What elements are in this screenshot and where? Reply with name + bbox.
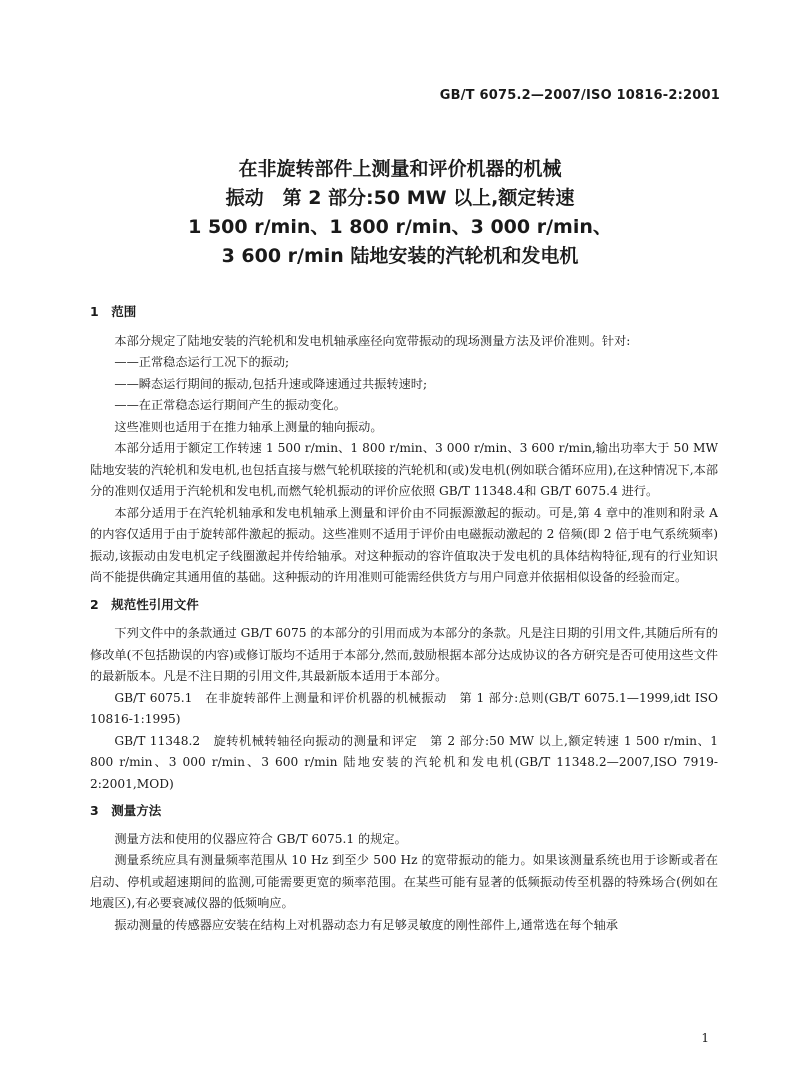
title-line: 振动 第 2 部分:50 MW 以上,额定转速 <box>225 187 575 209</box>
title-line: 1 500 r/min、1 800 r/min、3 000 r/min、 <box>188 216 612 238</box>
page-number: 1 <box>701 1031 709 1045</box>
document-title <box>120 155 680 271</box>
section-heading-measurement-methods: 3 测量方法 <box>90 803 162 818</box>
section-heading-normative-references: 2 规范性引用文件 <box>90 596 199 612</box>
title-line: 在非旋转部件上测量和评价机器的机械 <box>238 158 562 180</box>
paragraph: 本部分适用于额定工作转速 1 500 r/min、1 800 r/min、3 000 r/min、3 600 r/min,输出功率大于 50 MW陆地安装的汽轮机和发电机,也包括直接与燃气轮机联接的汽轮机和(或)发电机(例如联合循环应用),在这种情况下,本部分的准则仅适用于汽轮机和发电机,而燃气轮机振动的评价应依照 GB/T 11348.4和 GB/T 6075.4 进行。 <box>90 441 718 498</box>
list-item: ——瞬态运行期间的振动,包括升速或降速通过共振转速时; <box>114 376 428 391</box>
paragraph: 本部分规定了陆地安装的汽轮机和发电机轴承座径向宽带振动的现场测量方法及评价准则。针对: <box>114 333 631 348</box>
list-item: ——在正常稳态运行期间产生的振动变化。 <box>114 398 346 412</box>
paragraph: 本部分适用于在汽轮机轴承和发电机轴承上测量和评价由不同振源激起的振动。可是,第 4 章中的准则和附录 A 的内容仅适用于由于旋转部件激起的振动。这些准则不适用于评价由电磁振动激起的 2 倍频(即 2 倍于电气系统频率)振动,该振动由发电机定子线圈激起并传给轴承。对这种振动的容许值取决于发电机的具体结构特征,现有的行业知识尚不能提供确定其通用值的基础。这种振动的许用准则可能需经供货方与用户同意并依据相似设备的经验而定。 <box>90 505 718 584</box>
paragraph: 这些准则也适用于在推力轴承上测量的轴向振动。 <box>114 419 383 434</box>
document-body <box>90 301 718 936</box>
paragraph: 振动测量的传感器应安装在结构上对机器动态力有足够灵敏度的刚性部件上,通常选在每个轴承 <box>114 917 618 932</box>
standard-code: GB/T 6075.2—2007/ISO 10816-2:2001 <box>439 88 720 103</box>
paragraph: 测量方法和使用的仪器应符合 GB/T 6075.1 的规定。 <box>114 831 407 846</box>
reference-entry: GB/T 11348.2 旋转机械转轴径向振动的测量和评定 第 2 部分:50 MW 以上,额定转速 1 500 r/min、1 800 r/min、3 000 r/min、3 600 r/min 陆地安装的汽轮机和发电机(GB/T 11348.2—2007,ISO 7919-2:2001,MOD) <box>90 733 718 791</box>
paragraph: 测量系统应具有测量频率范围从 10 Hz 到至少 500 Hz 的宽带振动的能力。如果该测量系统也用于诊断或者在启动、停机或超速期间的监测,可能需要更宽的频率范围。在某些可能有显著的低频振动传至机器的特殊场合(例如在地震区),有必要衰减仪器的低频响应。 <box>90 853 718 910</box>
list-item: ——正常稳态运行工况下的振动; <box>114 355 290 369</box>
section-heading-scope: 1 范围 <box>90 304 137 319</box>
title-line: 3 600 r/min 陆地安装的汽轮机和发电机 <box>221 245 579 267</box>
reference-entry: GB/T 6075.1 在非旋转部件上测量和评价机器的机械振动 第 1 部分:总则(GB/T 6075.1—1999,idt ISO 10816-1:1995) <box>90 690 718 726</box>
paragraph: 下列文件中的条款通过 GB/T 6075 的本部分的引用而成为本部分的条款。凡是注日期的引用文件,其随后所有的修改单(不包括勘误的内容)或修订版均不适用于本部分,然而,鼓励根据本部分达成协议的各方研究是否可使用这些文件的最新版本。凡是不注日期的引用文件,其最新版本适用于本部分。 <box>90 626 718 683</box>
